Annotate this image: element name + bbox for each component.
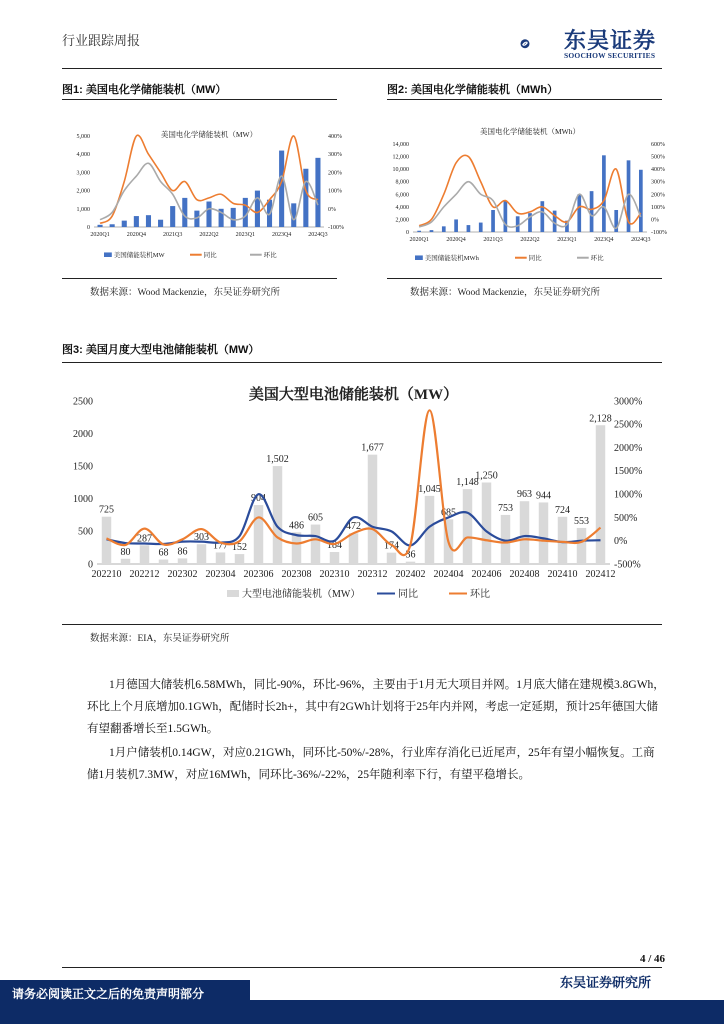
y-tick-label: 3,000 [76, 170, 90, 177]
x-tick-label: 202306 [243, 569, 274, 580]
footer-rule [62, 967, 662, 968]
bar [590, 191, 594, 232]
x-tick-label: 2020Q4 [446, 237, 466, 243]
bar-value-label: 725 [99, 504, 114, 516]
bar-value-label: 1,148 [456, 477, 479, 489]
bar-value-label: 1,045 [418, 483, 441, 495]
legend-label: 环比 [470, 589, 490, 600]
y-tick-label: 12,000 [392, 154, 409, 161]
y-tick-label: 2000 [73, 428, 93, 440]
y-tick-label: 6,000 [395, 192, 409, 199]
x-tick-label: 202410 [547, 569, 578, 580]
legend-label: 同比 [528, 255, 542, 262]
bar [516, 216, 520, 232]
bar-value-label: 1,677 [361, 442, 384, 454]
bar [206, 202, 211, 227]
bar-value-label: 904 [251, 493, 266, 505]
bar-value-label: 184 [327, 540, 342, 552]
y2-tick-label: 3000% [614, 396, 643, 408]
bar [539, 502, 549, 564]
bar [520, 501, 530, 564]
x-tick-label: 2023Q4 [594, 237, 614, 243]
y-tick-label: 10,000 [392, 167, 409, 174]
page-number: 4 / 46 [640, 953, 666, 965]
x-tick-label: 2024Q3 [631, 237, 651, 243]
bar [122, 221, 127, 227]
fig1-top-rule [62, 99, 337, 100]
bar [417, 231, 421, 232]
x-tick-label: 202304 [205, 569, 236, 580]
fig3-title: 图3: 美国月度大型电池储能装机（MW） [62, 344, 260, 356]
legend-label: 美国储能装机MW [113, 252, 165, 259]
y2-tick-label: 100% [651, 204, 665, 211]
y-tick-label: 1,000 [76, 206, 90, 213]
bar-value-label: 287 [137, 533, 152, 545]
y-tick-label: 0 [88, 559, 93, 571]
bar [330, 552, 340, 564]
y2-tick-label: 2500% [614, 419, 643, 431]
fig2-bottom-rule [387, 278, 662, 279]
chart-title: 美国大型电池储能装机（MW） [248, 387, 459, 403]
bar [504, 201, 508, 232]
y2-tick-label: 1500% [614, 466, 643, 478]
bar [197, 544, 207, 564]
legend-label: 环比 [263, 252, 277, 259]
brand-name: 东吴证券 [564, 28, 657, 53]
y2-tick-label: 200% [328, 170, 342, 177]
bar [255, 191, 260, 227]
bar-value-label: 86 [177, 546, 188, 558]
y2-tick-label: 300% [651, 179, 665, 186]
bar-value-label: 944 [536, 490, 551, 502]
bar-value-label: 486 [289, 520, 304, 532]
y2-tick-label: 300% [328, 152, 342, 159]
bar [146, 215, 151, 227]
y2-tick-label: 500% [614, 512, 638, 524]
y2-tick-label: 200% [651, 192, 665, 199]
x-tick-label: 202310 [319, 569, 350, 580]
bar [216, 552, 226, 564]
x-tick-label: 2021Q3 [483, 237, 503, 243]
x-tick-label: 202308 [281, 569, 312, 580]
y-tick-label: 0 [406, 230, 409, 236]
bar [178, 558, 188, 564]
bar-value-label: 605 [308, 512, 323, 524]
y2-tick-label: 1000% [614, 489, 643, 501]
bar [158, 220, 163, 227]
fig2-source: 数据来源：Wood Mackenzie，东吴证券研究所 [410, 288, 601, 298]
bar-value-label: 36 [405, 549, 416, 561]
bar [121, 559, 131, 564]
x-tick-label: 2023Q1 [235, 232, 255, 238]
y-tick-label: 14,000 [392, 142, 409, 148]
bar [467, 225, 471, 232]
bar [596, 425, 606, 564]
legend-label: 环比 [590, 255, 604, 262]
bar-value-label: 753 [498, 502, 513, 514]
bar [368, 455, 378, 564]
bar-value-label: 80 [120, 546, 131, 558]
y-tick-label: 1000 [73, 494, 93, 506]
fig1-source: 数据来源：Wood Mackenzie，东吴证券研究所 [90, 288, 281, 298]
legend-label: 同比 [398, 589, 418, 600]
x-tick-label: 2022Q2 [520, 237, 540, 243]
footer-institute: 东吴证券研究所 [560, 975, 652, 990]
chart-title: 美国电化学储能装机（MWh） [480, 127, 580, 136]
y2-tick-label: 100% [328, 188, 342, 195]
bar-value-label: 177 [213, 540, 228, 552]
brand-logo-icon [520, 24, 560, 64]
bar [540, 201, 544, 232]
y2-tick-label: 400% [328, 134, 342, 140]
bar-value-label: 724 [555, 504, 570, 516]
x-tick-label: 2023Q1 [557, 237, 577, 243]
header-rule [62, 68, 662, 69]
bar-value-label: 152 [232, 542, 247, 554]
y2-tick-label: 0% [651, 217, 659, 224]
bar [430, 230, 434, 232]
y-tick-label: 5,000 [76, 134, 90, 140]
x-tick-label: 202302 [167, 569, 198, 580]
x-tick-label: 2020Q1 [409, 237, 429, 243]
bar [254, 505, 264, 564]
bar-value-label: 553 [574, 515, 589, 527]
bar [110, 224, 115, 227]
bar [463, 489, 473, 564]
bar [315, 158, 320, 227]
y-tick-label: 4,000 [395, 204, 409, 211]
x-tick-label: 202408 [509, 569, 540, 580]
chart-title: 美国电化学储能装机（MW） [160, 130, 258, 139]
x-tick-label: 202312 [357, 569, 388, 580]
y-tick-label: 2,000 [395, 217, 409, 224]
bar [349, 533, 359, 564]
paragraph-2: 1月户储装机0.14GW，对应0.21GWh，同环比-50%/-28%，行业库存消化已近尾声，25年有望小幅恢复。工商储1月装机7.3MW，对应16MWh，同环比-36%/-22%，25年随利率下行，有望平稳增长。 [87, 747, 655, 781]
bar [98, 225, 103, 227]
y2-tick-label: 600% [651, 142, 665, 148]
fig3-top-rule [62, 362, 662, 363]
legend-label: 大型电池储能装机（MW） [242, 589, 361, 600]
bar [491, 210, 495, 232]
bar [482, 483, 492, 565]
bar [577, 194, 581, 232]
bar [311, 525, 321, 564]
y2-tick-label: -100% [328, 225, 344, 231]
x-tick-label: 2020Q1 [90, 232, 110, 238]
legend-label: 同比 [203, 252, 217, 259]
brand-name-en: SOOCHOW SECURITIES [564, 51, 656, 60]
x-tick-label: 202210 [91, 569, 122, 580]
bar [279, 151, 284, 227]
paragraph-1: 1月德国大储装机6.58MWh，同比-90%，环比-96%，主要由于1月无大项目并网。1月底大储在建规模3.8GWh，环比上个月底增加0.1GWh，配储时长2h+，其中有2GWh计划将于25年内并网，考虑一定延期，预计25年德国大储有望翻番增长至1.5GWh。 [87, 679, 665, 735]
bar-value-label: 963 [517, 489, 532, 501]
y-tick-label: 2500 [73, 396, 93, 408]
bar-value-label: 685 [441, 507, 456, 519]
x-tick-label: 2022Q2 [199, 232, 219, 238]
fig2-title: 图2: 美国电化学储能装机（MWh） [387, 84, 559, 96]
bar [273, 466, 283, 564]
bar-value-label: 1,250 [475, 470, 498, 482]
x-tick-label: 202402 [395, 569, 426, 580]
y2-tick-label: 0% [328, 206, 336, 213]
bar [479, 223, 483, 232]
y-tick-label: 1500 [73, 461, 93, 473]
x-tick-label: 202406 [471, 569, 502, 580]
bar [602, 155, 606, 232]
y2-tick-label: 0% [614, 536, 628, 548]
x-tick-label: 2023Q4 [271, 232, 292, 238]
y2-tick-label: 500% [651, 154, 665, 161]
y2-tick-label: -500% [614, 559, 641, 571]
bar [140, 545, 150, 564]
fig3-bottom-rule [62, 624, 662, 625]
chart-fig2 [385, 120, 675, 265]
y-tick-label: 0 [87, 225, 90, 231]
chart-fig3 [62, 375, 672, 610]
y2-tick-label: 2000% [614, 442, 643, 454]
bar [292, 532, 302, 564]
bar-value-label: 472 [346, 521, 361, 533]
bar [454, 219, 458, 232]
x-tick-label: 202212 [129, 569, 160, 580]
bar [134, 216, 139, 227]
x-tick-label: 2020Q4 [126, 232, 147, 238]
footer-disclaimer: 请务必阅读正文之后的免责声明部分 [0, 980, 250, 1010]
y2-tick-label: 400% [651, 167, 665, 174]
x-tick-label: 202404 [433, 569, 464, 580]
x-tick-label: 2021Q3 [163, 232, 183, 238]
fig3-source: 数据来源：EIA，东吴证券研究所 [90, 634, 230, 644]
bar-value-label: 174 [384, 540, 399, 552]
x-tick-label: 202412 [585, 569, 616, 580]
chart-fig1 [62, 120, 352, 265]
bar [231, 208, 236, 227]
bar [639, 170, 643, 232]
bar [406, 562, 416, 564]
report-type: 行业跟踪周报 [62, 33, 141, 48]
y-tick-label: 500 [78, 526, 93, 538]
bar [442, 226, 446, 232]
fig2-top-rule [387, 99, 662, 100]
bar [387, 553, 397, 564]
bar [235, 554, 245, 564]
bar-value-label: 2,128 [589, 413, 612, 425]
bar [159, 560, 169, 564]
y-tick-label: 8,000 [395, 179, 409, 186]
bar [577, 528, 587, 564]
legend-label: 美国储能装机MWh [424, 255, 479, 262]
bar [303, 169, 308, 227]
bar-value-label: 303 [194, 532, 209, 544]
legend-swatch-bar [104, 252, 112, 257]
legend-swatch-bar [227, 590, 239, 597]
y2-tick-label: -100% [651, 230, 667, 236]
legend-swatch-bar [415, 255, 423, 260]
bar [170, 206, 175, 227]
fig1-title: 图1: 美国电化学储能装机（MW） [62, 84, 227, 96]
y-tick-label: 4,000 [76, 152, 90, 159]
bar [558, 517, 568, 564]
bar-value-label: 1,502 [266, 454, 289, 466]
y-tick-label: 2,000 [76, 188, 90, 195]
x-tick-label: 2024Q3 [308, 232, 328, 238]
bar-value-label: 68 [158, 547, 169, 559]
fig1-bottom-rule [62, 278, 337, 279]
